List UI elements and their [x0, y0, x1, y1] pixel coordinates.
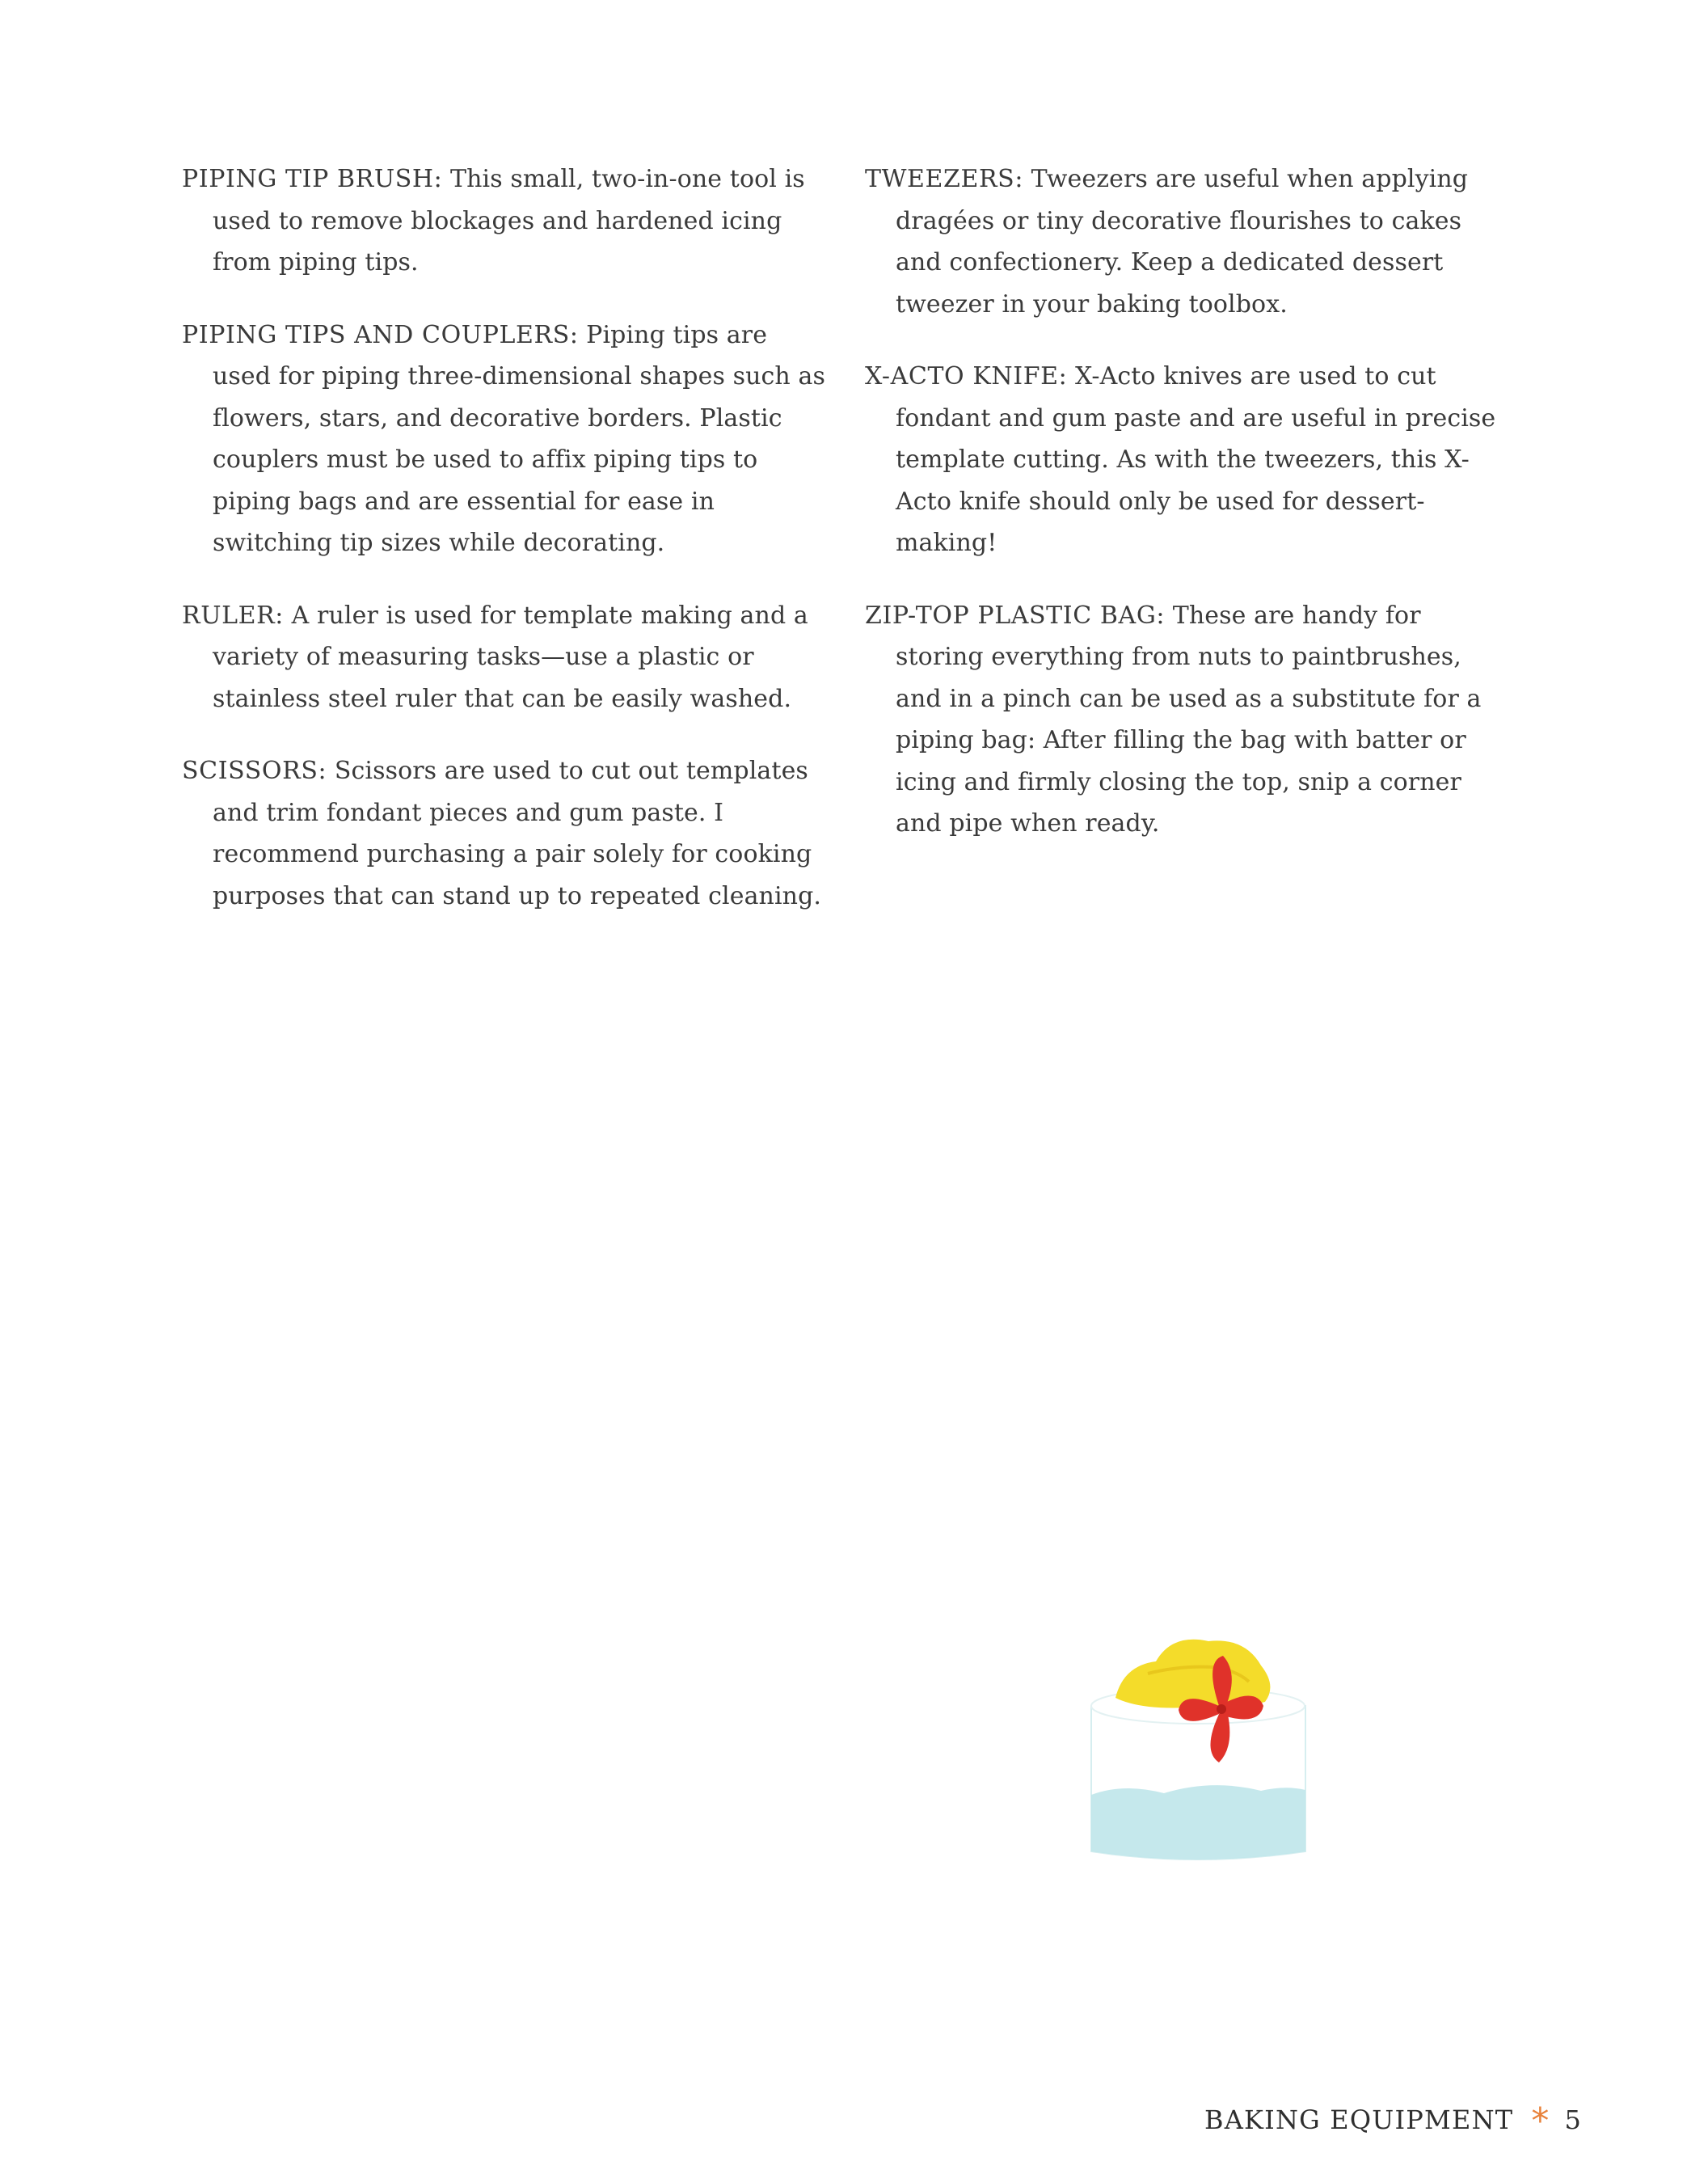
page-footer — [1204, 2100, 1583, 2142]
entry-tweezers — [865, 158, 1512, 325]
entry-text: X-Acto knives are used to cut fondant and gum paste and are useful in precise template cutting. As with the tweezers, this X-Acto knife should only be used for dessert-making! — [896, 362, 1496, 557]
entry-zip-top-plastic-bag — [865, 595, 1512, 845]
page-number: 5 — [1564, 2104, 1583, 2135]
section-title: BAKING EQUIPMENT — [1204, 2104, 1514, 2135]
entry-text: Scissors are used to cut out templates and trim fondant pieces and gum paste. I recommend purchasing a pair solely for cooking purposes that can stand up to repeated cleaning. — [213, 757, 822, 910]
entry-text: A ruler is used for template making and a variety of measuring tasks—use a plastic or stainless steel ruler that can be easily washed. — [213, 601, 808, 713]
entry-term: PIPING TIP BRUSH: — [182, 165, 443, 193]
entry-text: Piping tips are used for piping three-dimensional shapes such as flowers, stars, and decorative borders. Plastic couplers must be used to affix piping tips to piping bags and are essential for ease in switching tip sizes while decorating. — [213, 320, 825, 557]
entry-text: This small, two-in-one tool is used to remove blockages and hardened icing from piping tips. — [213, 165, 805, 276]
entry-term: SCISSORS: — [182, 757, 327, 785]
entry-piping-tip-brush — [182, 158, 829, 284]
entry-piping-tips-and-couplers — [182, 314, 829, 564]
entry-term: RULER: — [182, 601, 284, 630]
entry-text: These are handy for storing everything from nuts to paintbrushes, and in a pinch can be used as a substitute for a piping bag: After filling the bag with batter or icing and firmly closing the top, snip a corner and pipe when ready. — [896, 601, 1482, 838]
asterisk-icon: * — [1531, 2100, 1550, 2142]
cake-illustration — [1075, 1617, 1318, 1876]
entry-x-acto-knife — [865, 356, 1512, 564]
entry-text: Tweezers are useful when applying dragées or tiny decorative flourishes to cakes and confectionery. Keep a dedicated dessert tweezer in your baking toolbox. — [896, 165, 1469, 319]
entry-term: TWEEZERS: — [865, 165, 1024, 193]
entry-term: X-ACTO KNIFE: — [865, 362, 1068, 390]
right-column — [865, 158, 1512, 876]
entry-ruler — [182, 595, 829, 720]
left-column — [182, 158, 829, 948]
entry-term: ZIP-TOP PLASTIC BAG: — [865, 601, 1166, 630]
entry-term: PIPING TIPS AND COUPLERS: — [182, 320, 579, 349]
cake-base — [1091, 1785, 1305, 1860]
entry-scissors — [182, 750, 829, 917]
